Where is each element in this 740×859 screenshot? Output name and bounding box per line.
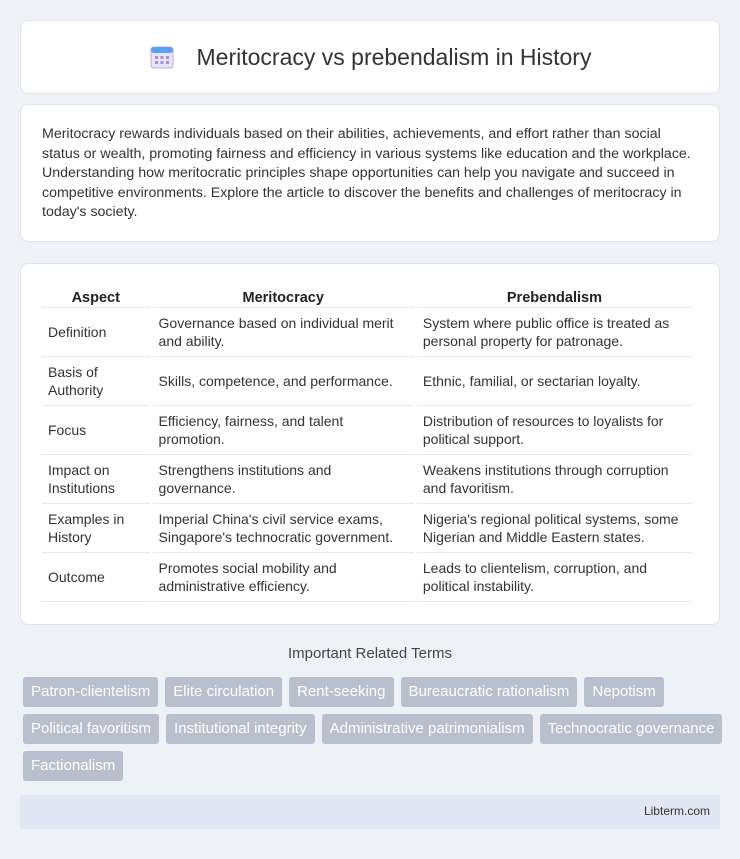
column-header: Aspect bbox=[42, 286, 150, 308]
table-row bbox=[42, 308, 692, 357]
footer-site-link[interactable]: Libterm.com bbox=[643, 804, 710, 818]
related-terms-title: Important Related Terms bbox=[288, 645, 452, 662]
table-cell: Governance based on individual merit and ability. bbox=[153, 308, 414, 357]
footer bbox=[20, 795, 720, 829]
table-row bbox=[42, 357, 692, 406]
table-row bbox=[42, 553, 692, 602]
header-card bbox=[20, 20, 720, 94]
related-terms-list bbox=[23, 677, 723, 781]
table-cell: Impact on Institutions bbox=[42, 455, 150, 504]
table-cell: System where public office is treated as personal property for patronage. bbox=[417, 308, 692, 357]
table-cell: Definition bbox=[42, 308, 150, 357]
page-title: Meritocracy vs prebendalism in History bbox=[196, 43, 592, 70]
table-header-row bbox=[42, 286, 692, 308]
table-cell: Leads to clientelism, corruption, and political instability. bbox=[417, 553, 692, 602]
related-term-tag[interactable]: Rent-seeking bbox=[289, 677, 393, 707]
table-cell: Skills, competence, and performance. bbox=[153, 357, 414, 406]
table-cell: Strengthens institutions and governance. bbox=[153, 455, 414, 504]
related-term-tag[interactable]: Bureaucratic rationalism bbox=[401, 677, 578, 707]
table-cell: Examples in History bbox=[42, 504, 150, 553]
related-term-tag[interactable]: Administrative patrimonialism bbox=[322, 714, 533, 744]
related-term-tag[interactable]: Factionalism bbox=[23, 751, 123, 781]
related-term-tag[interactable]: Nepotism bbox=[584, 677, 663, 707]
table-cell: Outcome bbox=[42, 553, 150, 602]
table-cell: Efficiency, fairness, and talent promotion. bbox=[153, 406, 414, 455]
calendar-icon bbox=[149, 44, 175, 70]
table-cell: Imperial China's civil service exams, Singapore's technocratic government. bbox=[153, 504, 414, 553]
table-cell: Basis of Authority bbox=[42, 357, 150, 406]
table-row bbox=[42, 406, 692, 455]
comparison-table-card bbox=[20, 263, 720, 625]
table-cell: Distribution of resources to loyalists for political support. bbox=[417, 406, 692, 455]
comparison-table bbox=[39, 286, 695, 602]
table-cell: Promotes social mobility and administrative efficiency. bbox=[153, 553, 414, 602]
table-cell: Nigeria's regional political systems, some Nigerian and Middle Eastern states. bbox=[417, 504, 692, 553]
column-header: Meritocracy bbox=[153, 286, 414, 308]
intro-card bbox=[20, 104, 720, 242]
table-cell: Ethnic, familial, or sectarian loyalty. bbox=[417, 357, 692, 406]
intro-text: Meritocracy rewards individuals based on their abilities, achievements, and effort rather than social status or wealth, promoting fairness and efficiency in various systems like education and the workplace. Understanding how meritocratic principles shape opportunities can help you navigate and succeed in competitive environments. Explore the article to discover the benefits and challenges of meritocracy in today's society. bbox=[42, 126, 691, 221]
related-term-tag[interactable]: Political favoritism bbox=[23, 714, 159, 744]
table-cell: Focus bbox=[42, 406, 150, 455]
related-term-tag[interactable]: Technocratic governance bbox=[540, 714, 723, 744]
related-term-tag[interactable]: Patron-clientelism bbox=[23, 677, 158, 707]
column-header: Prebendalism bbox=[417, 286, 692, 308]
table-row bbox=[42, 504, 692, 553]
related-term-tag[interactable]: Institutional integrity bbox=[166, 714, 315, 744]
table-row bbox=[42, 455, 692, 504]
related-term-tag[interactable]: Elite circulation bbox=[165, 677, 282, 707]
table-cell: Weakens institutions through corruption and favoritism. bbox=[417, 455, 692, 504]
